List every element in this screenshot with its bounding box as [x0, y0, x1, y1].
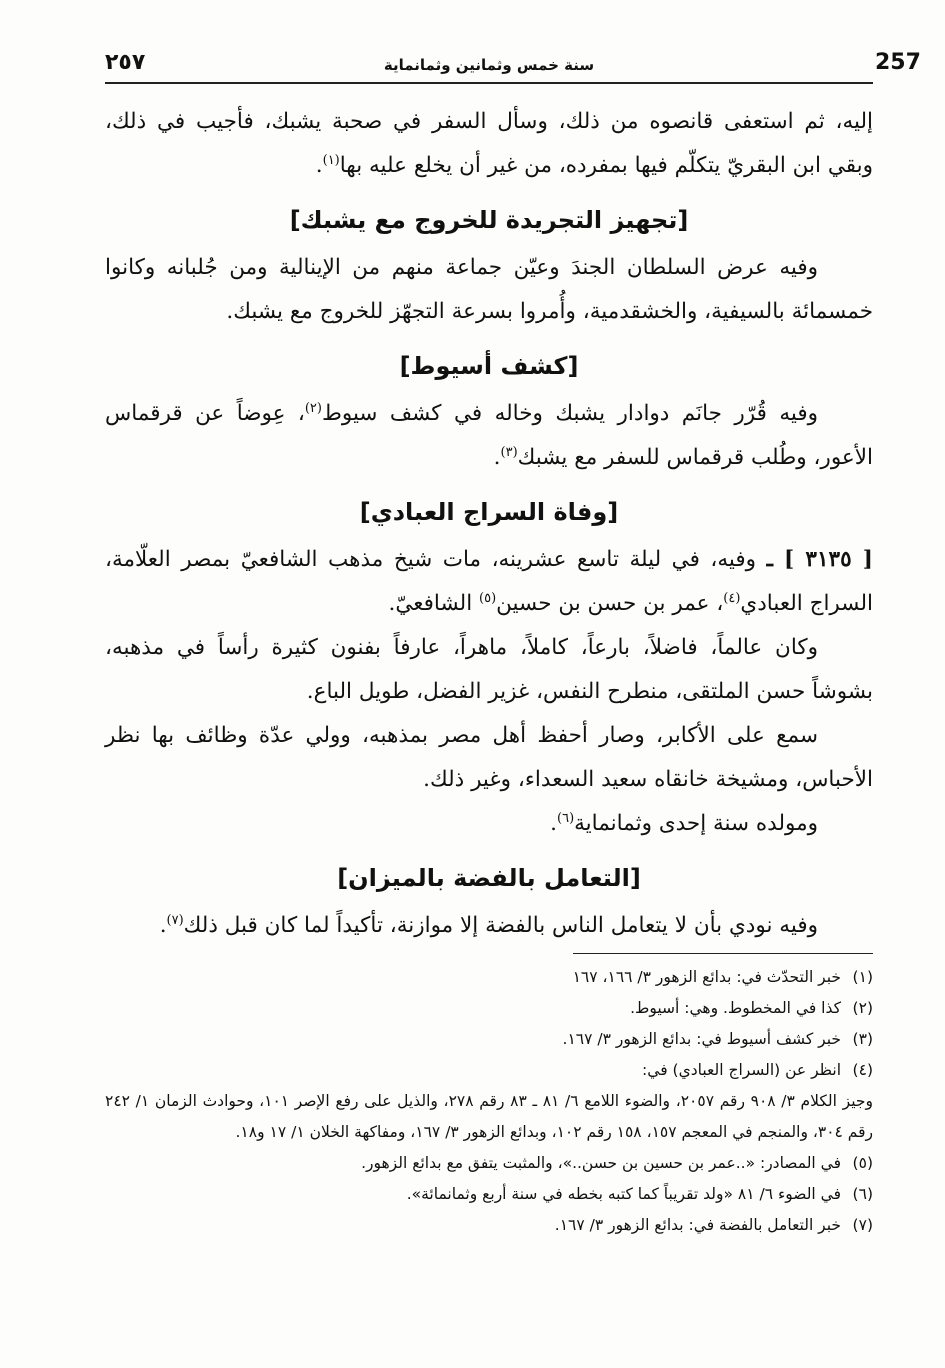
- footnote: (٢) كذا في المخطوط. وهي: أسيوط.: [630, 999, 873, 1017]
- footnote-ref: (٦): [557, 810, 575, 826]
- footnote: (٤) انظر عن (السراج العبادي) في:: [642, 1061, 873, 1079]
- footnote-ref: (٧): [166, 912, 184, 928]
- main-text: [105, 100, 873, 948]
- section-heading-fidda: [التعامل بالفضة بالميزان]: [337, 864, 641, 892]
- paragraph-continuation: إليه، ثم استعفى قانصوه من ذلك، وسأل السفر في صحبة يشبك، فأجيب في ذلك، وبقي ابن البقريّ يتكلّم فيها بمفرده، من غير أن يخلع عليه بها$^{(١)}$.: [105, 109, 873, 178]
- section-heading-asyut: [كشف أسيوط]: [399, 352, 579, 380]
- paragraph-career: سمع على الأكابر، وصار أحفظ أهل مصر بمذهبه، وولي عدّة وظائف بها نظر الأحباس، ومشيخة خانقاه سعيد السعداء، وغير ذلك.: [105, 723, 873, 792]
- page-header: [105, 46, 921, 84]
- footnote-ref: (١): [322, 152, 340, 168]
- paragraph-description: وكان عالماً، فاضلاً، بارعاً، كاملاً، ماهراً، عارفاً بفنون كثيرة رأساً في مذهبه، بشوشاً حسن الملتقى، منطرح النفس، غزير الفضل، طويل الباع.: [105, 635, 873, 704]
- footnote: (١) خبر التحدّث في: بدائع الزهور ٣/ ١٦٦، ١٦٧: [572, 968, 873, 986]
- section-heading-tajhiz: [تجهيز التجريدة للخروج مع يشبك]: [289, 206, 689, 234]
- footnote: (٦) في الضوء ٦/ ٨١ «ولد تقريباً كما كتبه بخطه في سنة أربع وثمانمائة».: [406, 1185, 873, 1203]
- footnote-ref: (٤): [723, 590, 741, 606]
- footnote: (٣) خبر كشف أسيوط في: بدائع الزهور ٣/ ١٦٧.: [562, 1030, 873, 1048]
- footnote: (٥) في المصادر: «..عمر بن حسين بن حسن..»، والمثبت يتفق مع بدائع الزهور.: [361, 1154, 873, 1172]
- footnote: (٧) خبر التعامل بالفضة في: بدائع الزهور ٣/ ١٦٧.: [554, 1216, 873, 1234]
- section-heading-wafat: [وفاة السراج العبادي]: [359, 498, 619, 526]
- page-number-arabic: ٢٥٧: [105, 50, 146, 75]
- footnote-ref: (٣): [500, 444, 518, 460]
- paragraph-tajhiz: وفيه عرض السلطان الجندَ وعيّن جماعة منهم من الإينالية ومن جُلبانه وكانوا خمسمائة بالسيفية، والخشقدمية، وأُمروا بسرعة التجهّز للخروج مع يشبك.: [105, 255, 873, 324]
- footnotes: [105, 962, 873, 1241]
- footnote-continuation: وجيز الكلام ٣/ ٩٠٨ رقم ٢٠٥٧، والضوء اللامع ٦/ ٨١ ـ ٨٣ رقم ٢٧٨، والذيل على رفع الإصر ١٠١، وحوادث الزمان ١/ ٢٤٢ رقم ٣٠٤، والمنجم في المعجم ١٥٧، ١٥٨ رقم ١٠٢، وبدائع الزهور ٣/ ١٦٧، ومفاكهة الخلان ١/ ١٧ و١٨.: [105, 1092, 873, 1141]
- footnote-ref: (٥): [479, 590, 497, 606]
- footnote-separator: [573, 953, 873, 954]
- paragraph-entry-3135: [ ٣١٣٥ ] ـ وفيه، في ليلة تاسع عشرينه، مات شيخ مذهب الشافعيّ بمصر العلّامة، السراج العبادي$^{(٤)}$، عمر بن حسن بن حسين$^{(٥)}$ الشافعيّ.: [105, 547, 873, 616]
- paragraph-fidda: وفيه نودي بأن لا يتعامل الناس بالفضة إلا موازنة، تأكيداً لما كان قبل ذلك$^{(٧)}$.: [159, 912, 818, 938]
- page-number-latin: 257: [875, 50, 921, 75]
- paragraph-birth: ومولده سنة إحدى وثمانماية$^{(٦)}$.: [550, 810, 818, 836]
- footnote-ref: (٢): [304, 400, 322, 416]
- paragraph-asyut: وفيه قُرّر جانَم دوادار يشبك وخاله في كشف سيوط$^{(٢)}$، عِوضاً عن قرقماس الأعور، وطُلب قرقماس للسفر مع يشبك$^{(٣)}$.: [105, 400, 873, 470]
- running-title: سنة خمس وثمانين وثمانماية: [383, 56, 595, 74]
- entry-number: [ ٣١٣٥ ] ـ: [766, 547, 873, 572]
